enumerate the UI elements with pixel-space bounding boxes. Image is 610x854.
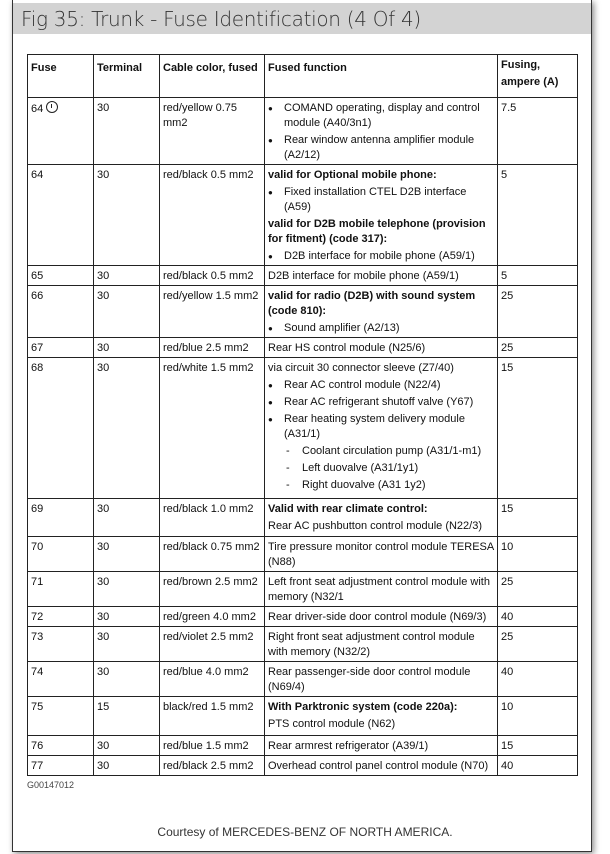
terminal-cell-text: 30 (97, 270, 110, 282)
bullet-item (268, 133, 494, 163)
dash-icon: - (286, 479, 290, 491)
cable-cell (160, 697, 265, 736)
fuse-cell (28, 358, 94, 499)
function-cell (265, 697, 498, 736)
fusing-cell-text: 10 (501, 701, 514, 713)
sub-item (268, 444, 494, 459)
fuse-cell-text: 71 (31, 576, 44, 588)
fuse-cell (28, 627, 94, 662)
fusing-cell-text: 7.5 (501, 102, 517, 114)
cable-cell (160, 165, 265, 266)
terminal-cell-text: 30 (97, 760, 110, 772)
terminal-cell (94, 736, 160, 756)
condition-text: valid for Optional mobile phone: (268, 169, 437, 181)
bullet-icon: ● (268, 188, 273, 197)
fusing-cell (498, 358, 578, 499)
item-text: Rear AC refrigerant shutoff valve (Y67) (284, 396, 474, 408)
fusing-cell (498, 627, 578, 662)
terminal-cell (94, 572, 160, 607)
cable-cell-text: red/blue 2.5 mm2 (163, 342, 249, 354)
cable-cell-text: red/yellow 0.75 mm2 (163, 102, 237, 129)
terminal-cell-text: 30 (97, 611, 110, 623)
fuse-cell-text: 76 (31, 740, 44, 752)
fusing-cell (498, 537, 578, 572)
function-cell (265, 627, 498, 662)
cable-cell-text: red/black 0.5 mm2 (163, 169, 254, 181)
function-text: Left front seat adjustment control module with memory (N32/1 (268, 576, 490, 603)
condition-text: With Parktronic system (code 220a): (268, 701, 458, 713)
fusing-cell-text: 25 (501, 290, 514, 302)
function-text: Tire pressure monitor control module TERESA (N88) (268, 541, 494, 568)
cable-cell-text: black/red 1.5 mm2 (163, 701, 254, 713)
fuse-cell-text: 73 (31, 631, 44, 643)
fusing-cell (498, 736, 578, 756)
function-cell (265, 736, 498, 756)
cable-cell (160, 572, 265, 607)
fuse-cell-text: 64 (31, 169, 44, 181)
item-text: Fixed installation CTEL D2B interface (A59) (284, 186, 467, 213)
terminal-cell (94, 98, 160, 165)
fusing-cell (498, 499, 578, 537)
header-cable: Cable color, fused (160, 55, 265, 98)
fuse-cell (28, 607, 94, 627)
table-row (28, 98, 578, 165)
function-text: Rear AC pushbutton control module (N22/3) (268, 520, 483, 532)
cable-cell (160, 736, 265, 756)
fusing-cell-text: 15 (501, 362, 514, 374)
function-cell (265, 266, 498, 286)
function-text: PTS control module (N62) (268, 718, 396, 730)
fuse-cell (28, 338, 94, 358)
terminal-cell (94, 266, 160, 286)
header-fusing: Fusing, ampere (A) (498, 55, 578, 98)
cable-cell-text: red/green 4.0 mm2 (163, 611, 256, 623)
fuse-cell-text: 74 (31, 666, 44, 678)
courtesy-note: Courtesy of MERCEDES-BENZ OF NORTH AMERICA. (157, 825, 453, 839)
table-row (28, 572, 578, 607)
cable-cell (160, 607, 265, 627)
item-text: Rear heating system delivery module (A31/1) (284, 413, 465, 440)
fuse-cell (28, 499, 94, 537)
fuse-cell-text: 69 (31, 503, 44, 515)
item-text: COMAND operating, display and control module (A40/3n1) (284, 102, 480, 129)
terminal-cell (94, 537, 160, 572)
fuse-cell (28, 266, 94, 286)
function-cell (265, 499, 498, 537)
fuse-cell-text: 72 (31, 611, 44, 623)
function-text: Rear driver-side door control module (N69/3) (268, 611, 487, 623)
fuse-cell (28, 165, 94, 266)
function-cell (265, 286, 498, 338)
bullet-icon: ● (268, 415, 273, 424)
fusing-cell-text: 15 (501, 740, 514, 752)
cable-cell-text: red/black 0.5 mm2 (163, 270, 254, 282)
fusing-cell (498, 756, 578, 776)
item-text: Rear window antenna amplifier module (A2/12) (284, 134, 475, 161)
fusing-cell-text: 10 (501, 541, 514, 553)
terminal-cell-text: 30 (97, 541, 110, 553)
fusing-cell-text: 40 (501, 760, 514, 772)
fusing-cell-text: 40 (501, 666, 514, 678)
cable-cell-text: red/blue 4.0 mm2 (163, 666, 249, 678)
sub-item (268, 478, 494, 493)
cable-cell-text: red/brown 2.5 mm2 (163, 576, 258, 588)
cable-cell (160, 756, 265, 776)
cable-cell (160, 499, 265, 537)
function-text: Overhead control panel control module (N70) (268, 760, 489, 772)
cable-cell (160, 358, 265, 499)
table-row (28, 607, 578, 627)
terminal-cell-text: 30 (97, 290, 110, 302)
fuse-cell-text: 68 (31, 362, 44, 374)
cable-cell (160, 662, 265, 697)
terminal-cell-text: 15 (97, 701, 110, 713)
terminal-cell (94, 627, 160, 662)
function-cell (265, 98, 498, 165)
header-terminal: Terminal (94, 55, 160, 98)
clock-icon (46, 101, 58, 113)
bullet-icon: ● (268, 252, 273, 261)
terminal-cell-text: 30 (97, 503, 110, 515)
terminal-cell-text: 30 (97, 342, 110, 354)
terminal-cell-text: 30 (97, 740, 110, 752)
terminal-cell (94, 165, 160, 266)
fuse-cell-text: 65 (31, 270, 44, 282)
fusing-cell (498, 286, 578, 338)
bullet-icon: ● (268, 398, 273, 407)
table-row (28, 286, 578, 338)
fusing-cell (498, 266, 578, 286)
bullet-icon: ● (268, 324, 273, 333)
function-cell (265, 662, 498, 697)
cable-cell-text: red/white 1.5 mm2 (163, 362, 254, 374)
table-row (28, 756, 578, 776)
function-text: Right front seat adjustment control module with memory (N32/2) (268, 631, 475, 658)
cable-cell-text: red/yellow 1.5 mm2 (163, 290, 259, 302)
fuse-cell (28, 537, 94, 572)
cable-cell (160, 98, 265, 165)
fusing-cell-text: 15 (501, 503, 514, 515)
fusing-cell (498, 572, 578, 607)
fusing-cell (498, 697, 578, 736)
function-cell (265, 756, 498, 776)
bullet-item (268, 185, 494, 215)
fuse-cell (28, 286, 94, 338)
document-content (27, 0, 577, 854)
function-cell (265, 607, 498, 627)
fuse-cell (28, 572, 94, 607)
terminal-cell-text: 30 (97, 102, 110, 114)
table-row (28, 697, 578, 736)
cable-cell (160, 338, 265, 358)
table-row (28, 165, 578, 266)
bullet-icon: ● (268, 381, 273, 390)
cable-cell-text: red/violet 2.5 mm2 (163, 631, 254, 643)
terminal-cell-text: 30 (97, 169, 110, 181)
fuse-cell-text: 77 (31, 760, 44, 772)
item-text: Left duovalve (A31/1y1) (302, 462, 419, 474)
table-row (28, 627, 578, 662)
condition-text: valid for radio (D2B) with sound system (code 810): (268, 290, 476, 317)
bullet-item (268, 395, 494, 410)
function-cell (265, 537, 498, 572)
bullet-item (268, 412, 494, 442)
condition-text: valid for D2B mobile telephone (provision for fitment) (code 317): (268, 218, 486, 245)
fuse-cell-text: 66 (31, 290, 44, 302)
fusing-cell (498, 607, 578, 627)
terminal-cell (94, 358, 160, 499)
fuse-table (27, 54, 578, 776)
cable-cell-text: red/blue 1.5 mm2 (163, 740, 249, 752)
terminal-cell-text: 30 (97, 666, 110, 678)
terminal-cell (94, 662, 160, 697)
terminal-cell (94, 697, 160, 736)
function-text: Rear passenger-side door control module (N69/4) (268, 666, 471, 693)
item-text: Coolant circulation pump (A31/1-m1) (302, 445, 482, 457)
terminal-cell-text: 30 (97, 576, 110, 588)
table-row (28, 499, 578, 537)
dash-icon: - (286, 445, 290, 457)
table-row (28, 358, 578, 499)
item-text: Rear AC control module (N22/4) (284, 379, 441, 391)
fuse-cell-text: 70 (31, 541, 44, 553)
bullet-icon: ● (268, 136, 273, 145)
terminal-cell-text: 30 (97, 631, 110, 643)
item-text: Right duovalve (A31 1y2) (302, 479, 426, 491)
fuse-cell-text: 64 (31, 103, 44, 115)
fusing-cell-text: 5 (501, 169, 508, 181)
bullet-item (268, 378, 494, 393)
function-cell (265, 572, 498, 607)
cable-cell (160, 286, 265, 338)
cable-cell (160, 627, 265, 662)
header-function: Fused function (265, 55, 498, 98)
fuse-cell (28, 662, 94, 697)
figure-code: G00147012 (27, 780, 75, 790)
function-text: Rear armrest refrigerator (A39/1) (268, 740, 429, 752)
item-text: Sound amplifier (A2/13) (284, 322, 400, 334)
terminal-cell (94, 499, 160, 537)
table-row (28, 266, 578, 286)
bullet-item (268, 249, 494, 264)
fuse-cell-text: 75 (31, 701, 44, 713)
terminal-cell (94, 607, 160, 627)
bullet-icon: ● (268, 104, 273, 113)
fuse-cell (28, 697, 94, 736)
table-row (28, 736, 578, 756)
terminal-cell (94, 286, 160, 338)
fusing-cell (498, 662, 578, 697)
function-text: Rear HS control module (N25/6) (268, 342, 426, 354)
terminal-cell-text: 30 (97, 362, 110, 374)
dash-icon: - (286, 462, 290, 474)
fusing-cell (498, 338, 578, 358)
sub-item (268, 461, 494, 476)
cable-cell-text: red/black 0.75 mm2 (163, 541, 260, 553)
item-text: D2B interface for mobile phone (A59/1) (284, 250, 475, 262)
fusing-cell-text: 40 (501, 611, 514, 623)
fusing-cell (498, 165, 578, 266)
terminal-cell (94, 338, 160, 358)
table-row (28, 338, 578, 358)
fusing-cell-text: 25 (501, 631, 514, 643)
cable-cell-text: red/black 1.0 mm2 (163, 503, 254, 515)
function-cell (265, 358, 498, 499)
bullet-item (268, 101, 494, 131)
fusing-cell-text: 5 (501, 270, 508, 282)
function-cell (265, 165, 498, 266)
fuse-cell-text: 67 (31, 342, 44, 354)
function-cell (265, 338, 498, 358)
fusing-cell (498, 98, 578, 165)
page-title: Fig 35: Trunk - Fuse Identification (4 Of 4) (21, 7, 421, 31)
condition-text: Valid with rear climate control: (268, 503, 428, 515)
table-row (28, 537, 578, 572)
terminal-cell (94, 756, 160, 776)
cable-cell-text: red/black 2.5 mm2 (163, 760, 254, 772)
fuse-cell (28, 736, 94, 756)
cable-cell (160, 266, 265, 286)
function-text: via circuit 30 connector sleeve (Z7/40) (268, 362, 454, 374)
fusing-cell-text: 25 (501, 342, 514, 354)
table-header-row (28, 55, 578, 98)
fuse-cell (28, 756, 94, 776)
fuse-cell (28, 98, 94, 165)
fusing-cell-text: 25 (501, 576, 514, 588)
bullet-item (268, 321, 494, 336)
header-fuse: Fuse (28, 55, 94, 98)
function-text: D2B interface for mobile phone (A59/1) (268, 270, 459, 282)
cable-cell (160, 537, 265, 572)
table-row (28, 662, 578, 697)
